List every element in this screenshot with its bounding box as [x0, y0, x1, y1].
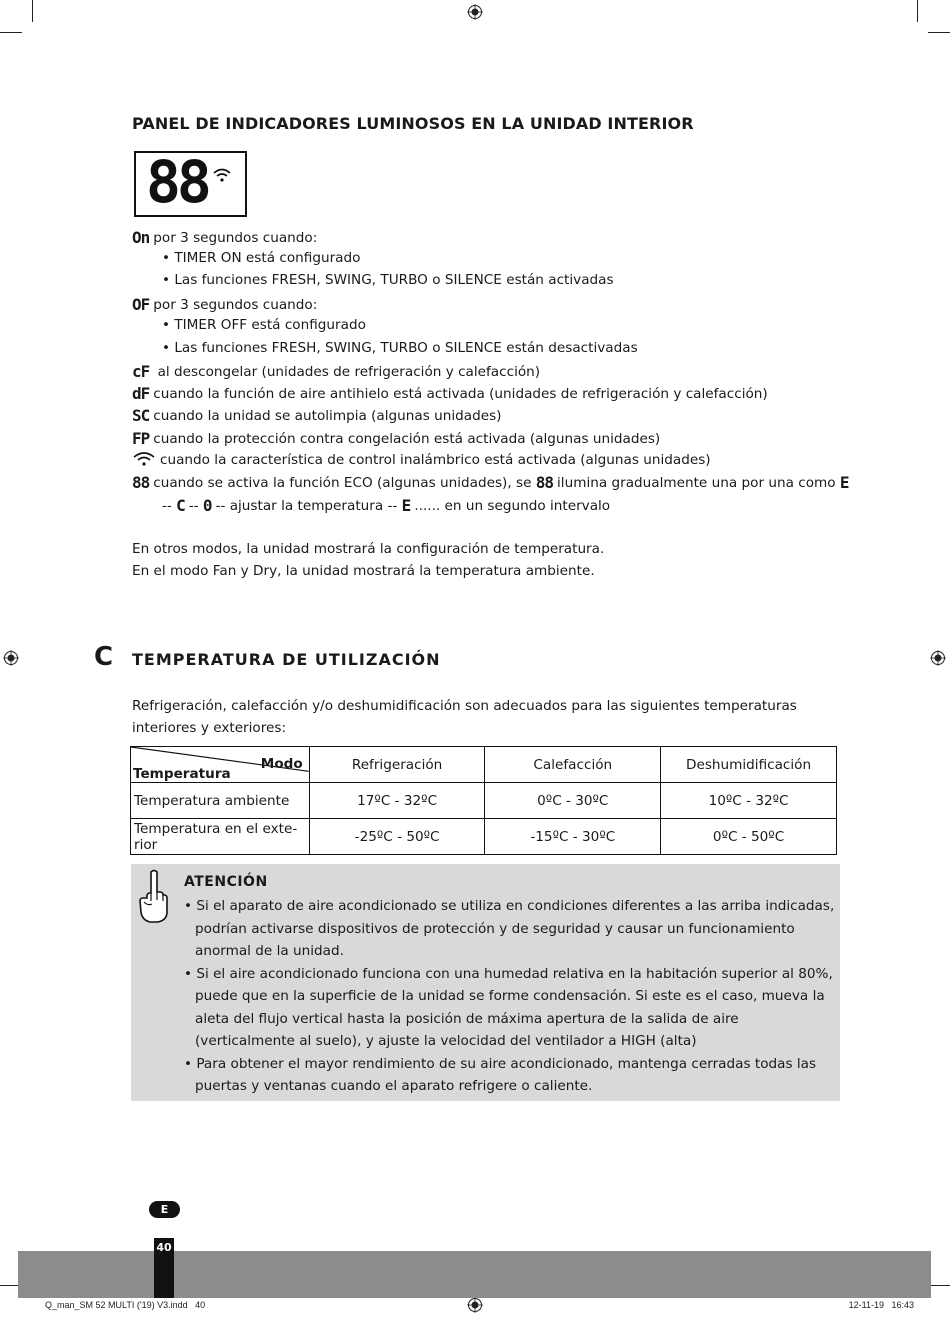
indicator-text: cuando la unidad se autolimpia (algunas unidades) [153, 408, 502, 424]
registration-mark-icon [467, 1297, 483, 1313]
indicator-row-of [132, 295, 317, 314]
indicator-row-on [132, 228, 317, 247]
table-cell: 0ºC - 30ºC [485, 783, 661, 819]
indicator-row-cf [132, 362, 540, 381]
indicator-text: cuando la característica de control inalámbrico está activada (algunas unidades) [160, 452, 711, 468]
wifi-icon [132, 451, 156, 467]
temperature-table [130, 746, 837, 855]
section-intro: Refrigeración, calefacción y/o deshumidificación son adecuados para las siguientes temperaturas interiores y exteriores: [132, 698, 797, 737]
bullet-text: TIMER ON está configurado [174, 250, 361, 266]
date-slug: 12-11-19 16:43 [848, 1300, 914, 1310]
bullet-text: TIMER OFF está configurado [174, 317, 366, 333]
corner-bottom-label: Temperatura [133, 766, 231, 782]
file-slug: Q_man_SM 52 MULTI ('19) V3.indd 40 [45, 1300, 206, 1310]
sequence-text: ...... en un segundo intervalo [414, 498, 611, 514]
indicator-row-sc [132, 406, 501, 425]
wifi-icon [212, 167, 232, 183]
registration-mark-icon [3, 650, 19, 666]
list-item: • Si el aire acondicionado funciona con una humedad relativa en la habitación superior al 80%, puede que en la superficie de la unidad se forme condensación. Si este es el caso, mueva la aleta del flujo vertical hasta la posición de máxima apertura de la salida de aire (verticalmente al suelo), y ajuste la velocidad del ventilador a HIGH (alta) [184, 965, 833, 1049]
table-cell: 10ºC - 32ºC [661, 783, 837, 819]
table-header-row [131, 747, 837, 783]
segment-code: E [401, 496, 411, 515]
list-item: • Si el aparato de aire acondicionado se utiliza en condiciones diferentes a las arriba indicadas, podrían activarse dispositivos de protección y de seguridad y causar un funcionamiento anormal de la unidad. [184, 898, 835, 959]
table-cell: 17ºC - 32ºC [309, 783, 485, 819]
table-cell: -25ºC - 50ºC [309, 819, 485, 855]
page-number: 40 [156, 1241, 172, 1254]
table-row [131, 783, 837, 819]
table-row [131, 819, 837, 855]
crop-mark [0, 32, 22, 33]
segment-code: SC [132, 406, 150, 425]
crop-mark [917, 0, 918, 22]
row-label: Temperatura ambiente [131, 783, 310, 819]
registration-mark-icon [930, 650, 946, 666]
registration-mark-icon [467, 4, 483, 20]
crop-mark [32, 0, 33, 22]
list-item: • TIMER OFF está configurado [162, 317, 366, 333]
row-label: Temperatura en el exte- rior [131, 819, 310, 855]
segment-code: 88 [535, 473, 554, 492]
table-cell: -15ºC - 30ºC [485, 819, 661, 855]
language-badge: E [149, 1201, 180, 1218]
sequence-text: -- ajustar la temperatura -- [215, 498, 398, 514]
bullet-text: Las funciones FRESH, SWING, TURBO o SILENCE están activadas [174, 272, 614, 288]
paragraph: En el modo Fan y Dry, la unidad mostrará la temperatura ambiente. [132, 563, 595, 579]
indicator-row-eco [132, 473, 853, 492]
panel-title: PANEL DE INDICADORES LUMINOSOS EN LA UNIDAD INTERIOR [132, 114, 694, 133]
list-item: • TIMER ON está configurado [162, 250, 361, 266]
segment-code: 0 [202, 496, 212, 515]
segment-code: OF [132, 295, 150, 314]
attention-list [184, 895, 836, 1098]
crop-mark [928, 32, 950, 33]
segment-code: dF [132, 384, 150, 403]
list-item: • Las funciones FRESH, SWING, TURBO o SILENCE están desactivadas [162, 340, 638, 356]
section-title: TEMPERATURA DE UTILIZACIÓN [132, 650, 441, 669]
bullet-text: Si el aparato de aire acondicionado se utiliza en condiciones diferentes a las arriba indicadas, podrían activarse dispositivos de protección y de seguridad y causar un funcionamiento anormal de la unidad. [195, 898, 835, 959]
bullet-text: Si el aire acondicionado funciona con una humedad relativa en la habitación superior al 80%, puede que en la superficie de la unidad se forme condensación. Si este es el caso, mueva la aleta del flujo vertical hasta la posición de máxima apertura de la salida de aire (verticalmente al suelo), y ajuste la velocidad del ventilador a HIGH (alta) [195, 965, 833, 1049]
display-digits: 88 [146, 148, 208, 216]
attention-title: ATENCIÓN [184, 874, 268, 890]
paragraph: En otros modos, la unidad mostrará la configuración de temperatura. [132, 541, 605, 557]
crop-mark [928, 1285, 950, 1286]
indicator-row-wifi [132, 451, 711, 468]
indicator-text: ilumina gradualmente una por una como [557, 475, 836, 491]
table-corner-cell [131, 747, 310, 783]
list-item: • Para obtener el mayor rendimiento de su aire acondicionado, mantenga cerradas todas las puertas y ventanas cuando el aparato refrigere o caliente. [184, 1055, 817, 1094]
indoor-display-panel [134, 148, 247, 217]
segment-code: C [176, 496, 185, 515]
segment-code: FP [132, 429, 150, 448]
indicator-row-df [132, 384, 768, 403]
indicator-text: por 3 segundos cuando: [153, 230, 318, 246]
indicator-text: al descongelar (unidades de refrigeración y calefacción) [157, 364, 541, 380]
indicator-text: cuando la protección contra congelación está activada (algunas unidades) [153, 431, 661, 447]
table-header: Refrigeración [309, 747, 485, 783]
segment-code: 88 [132, 473, 150, 492]
attention-box [131, 864, 840, 1101]
indicator-text: por 3 segundos cuando: [153, 297, 318, 313]
list-item: • Las funciones FRESH, SWING, TURBO o SILENCE están activadas [162, 272, 614, 288]
indicator-row-fp [132, 429, 660, 448]
bullet-text: Para obtener el mayor rendimiento de su aire acondicionado, mantenga cerradas todas las puertas y ventanas cuando el aparato refrigere o caliente. [195, 1055, 817, 1094]
pointing-hand-icon [138, 868, 170, 926]
section-letter: C [94, 642, 114, 672]
segment-code: cF [132, 362, 150, 381]
segment-code: E [839, 473, 849, 492]
corner-top-label: Modo [260, 756, 303, 772]
table-header: Calefacción [485, 747, 661, 783]
indicator-text: cuando la función de aire antihielo está activada (unidades de refrigeración y calefacción) [153, 386, 768, 402]
indicator-text: cuando se activa la función ECO (algunas unidades), se [153, 475, 532, 491]
sequence-text: -- [188, 498, 199, 514]
bullet-text: Las funciones FRESH, SWING, TURBO o SILENCE están desactivadas [174, 340, 638, 356]
table-cell: 0ºC - 50ºC [661, 819, 837, 855]
segment-code: On [132, 228, 150, 247]
eco-sequence [162, 496, 610, 515]
sequence-text: -- [162, 498, 172, 514]
table-header: Deshumidificación [661, 747, 837, 783]
